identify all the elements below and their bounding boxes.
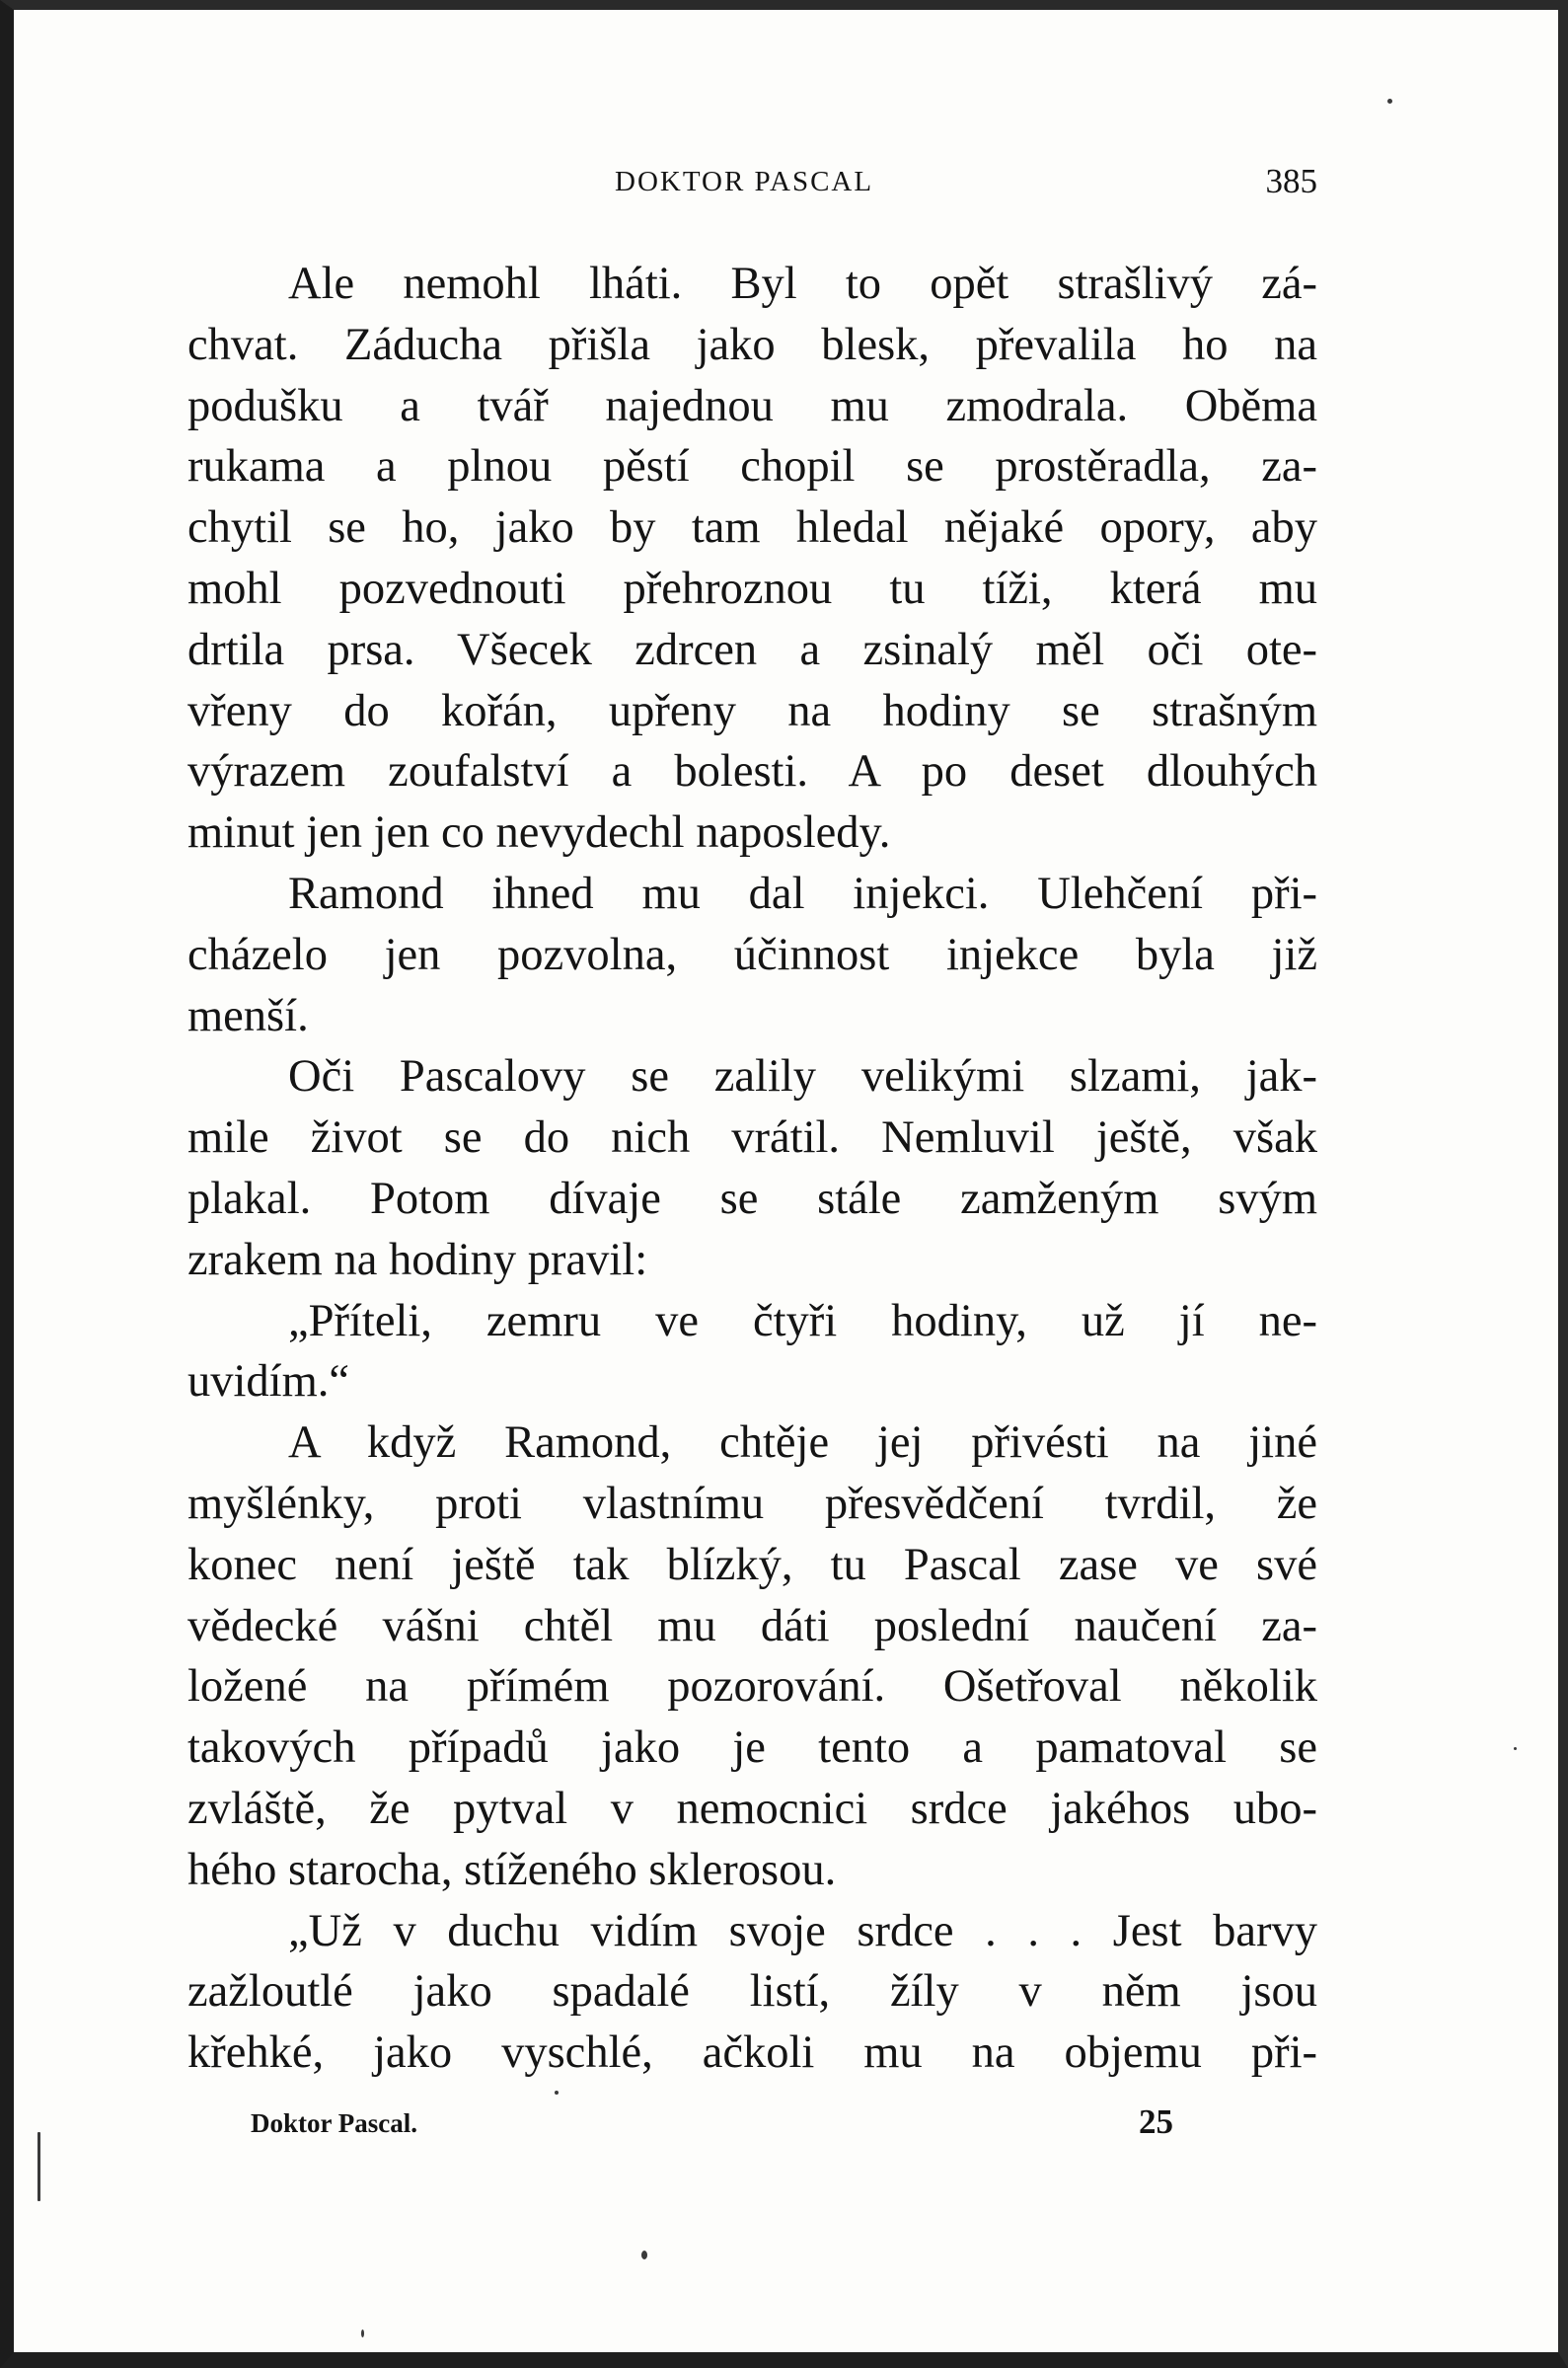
text-line: vědecké vášni chtěl mu dáti poslední naučení za-	[187, 1600, 1317, 1651]
text-line: cházelo jen pozvolna, účinnost injekce byla již	[187, 929, 1317, 980]
sheet-number: 25	[1139, 2102, 1173, 2141]
text-line: vřeny do kořán, upřeny na hodiny se strašným	[187, 685, 1317, 736]
text-line: podušku a tvář najednou mu zmodrala. Oběma	[187, 380, 1317, 431]
text-line: drtila prsa. Všecek zdrcen a zsinalý měl oči ote-	[187, 624, 1317, 675]
running-title: DOKTOR PASCAL	[615, 166, 874, 197]
signature-mark: Doktor Pascal.	[251, 2108, 417, 2138]
scan-speck	[555, 2091, 559, 2095]
body-text	[187, 254, 1317, 2084]
text-line: zvláště, že pytval v nemocnici srdce jakéhos ubo-	[187, 1783, 1317, 1834]
text-line: uvidím.“	[187, 1356, 350, 1408]
page-number: 385	[1265, 162, 1317, 200]
text-line: mile život se do nich vrátil. Nemluvil ještě, však	[187, 1112, 1317, 1164]
page-footer	[251, 2102, 1198, 2152]
text-line: takových případů jako je tento a pamatoval se	[187, 1722, 1317, 1774]
text-line: ložené na přímém pozorování. Ošetřoval několik	[187, 1661, 1317, 1713]
text-line: chytil se ho, jako by tam hledal nějaké opory, aby	[187, 502, 1317, 554]
text-line: Ramond ihned mu dal injekci. Ulehčení při-	[288, 868, 1317, 919]
text-line: chvat. Záducha přišla jako blesk, převalila ho na	[187, 319, 1317, 370]
text-line: plakal. Potom dívaje se stále zamženým svým	[187, 1173, 1317, 1224]
text-line: menší.	[187, 990, 309, 1041]
scan-speck	[1514, 1747, 1517, 1750]
text-line: zrakem na hodiny pravil:	[187, 1234, 648, 1285]
scan-speck	[361, 2330, 364, 2337]
text-line: myšlénky, proti vlastnímu přesvědčení tvrdil, že	[187, 1478, 1317, 1529]
text-line: výrazem zoufalství a bolesti. A po deset dlouhých	[187, 746, 1317, 798]
text-line: Ale nemohl lháti. Byl to opět strašlivý zá-	[288, 259, 1317, 309]
text-line: „Příteli, zemru ve čtyři hodiny, už jí ne-	[288, 1295, 1317, 1346]
scan-speck	[641, 2251, 647, 2259]
text-line: hého starocha, stíženého sklerosou.	[187, 1844, 837, 1895]
text-line: A když Ramond, chtěje jej přivésti na jiné	[288, 1417, 1317, 1469]
page-header	[187, 158, 1317, 207]
text-line: „Už v duchu vidím svoje srdce . . . Jest barvy	[288, 1905, 1317, 1956]
text-line: Oči Pascalovy se zalily velikými slzami, jak-	[288, 1051, 1317, 1103]
text-line: minut jen jen co nevydechl naposledy.	[187, 807, 891, 859]
text-line: rukama a plnou pěstí chopil se prostěradla, za-	[187, 441, 1317, 493]
text-line: zažloutlé jako spadalé listí, žíly v něm jsou	[187, 1966, 1317, 2018]
text-line: konec není ještě tak blízký, tu Pascal zase ve své	[187, 1539, 1317, 1590]
scan-speck	[37, 2132, 40, 2201]
scan-speck	[1387, 99, 1392, 104]
text-line: mohl pozvednouti přehroznou tu tíži, která mu	[187, 563, 1317, 614]
text-line: křehké, jako vyschlé, ačkoli mu na objemu při-	[187, 2027, 1317, 2079]
